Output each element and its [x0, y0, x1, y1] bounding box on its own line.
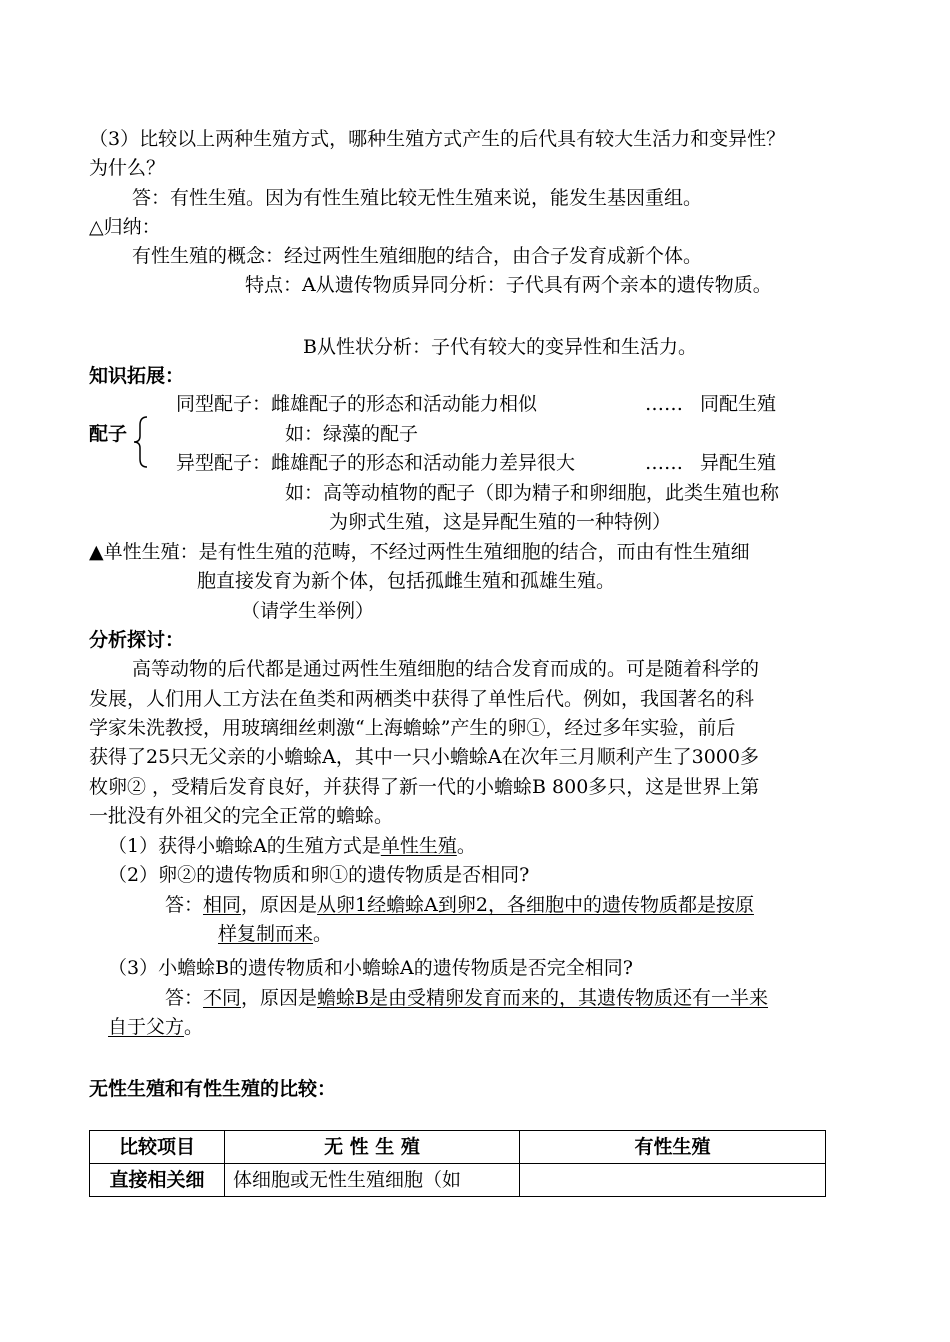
answer-2-end: 。 [313, 923, 333, 945]
isogamete-type: 同配生殖 [700, 393, 777, 415]
summary-heading: △归纳： [89, 216, 161, 238]
anisogamete-dots: …… [645, 452, 683, 474]
question-1-text: （1）获得小蟾蜍A的生殖方式是 [108, 835, 381, 857]
answer-2-reason-2: 样复制而来 [218, 923, 314, 945]
comparison-heading: 无性生殖和有性生殖的比较： [89, 1078, 337, 1100]
answer-3-prefix: 答： [165, 987, 204, 1009]
parthenogenesis-line2: 胞直接发育为新个体，包括孤雌生殖和孤雄生殖。 [197, 570, 616, 592]
anisogamete-example-1: 如：高等动植物的配子（即为精子和卵细胞，此类生殖也称 [285, 482, 780, 504]
analysis-heading: 分析探讨： [89, 629, 185, 651]
answer-2-mid: ，原因是 [241, 894, 318, 916]
answer-3-answer: 不同 [203, 987, 242, 1009]
isogamete-example: 如：绿藻的配子 [285, 423, 419, 445]
analysis-paragraph-line5: 枚卵② ，受精后发育良好，并获得了新一代的小蟾蜍B 800多只，这是世界上第 [89, 776, 760, 798]
anisogamete-type: 异配生殖 [700, 452, 777, 474]
anisogamete-definition: 异型配子：雌雄配子的形态和活动能力差异很大 [176, 452, 576, 474]
row1-sexual [520, 1164, 826, 1197]
answer-3-reason-1: 蟾蜍B是由受精卵发育而来的，其遗传物质还有一半来 [317, 987, 769, 1009]
answer-2-prefix: 答： [165, 894, 204, 916]
summary-feature-b: B从性状分析：子代有较大的变异性和生活力。 [303, 336, 697, 358]
summary-feature-a: 特点：A从遗传物质异同分析：子代具有两个亲本的遗传物质。 [245, 274, 772, 296]
answer-2-answer: 相同 [203, 894, 242, 916]
left-brace-icon [133, 416, 149, 468]
row1-asexual: 体细胞或无性生殖细胞（如 [225, 1164, 520, 1197]
answer-3-reason-2: 自于父方 [108, 1016, 185, 1038]
analysis-paragraph-line1: 高等动物的后代都是通过两性生殖细胞的结合发育而成的。可是随着科学的 [132, 658, 760, 680]
answer-3-line1 [165, 986, 768, 1010]
answer-2-reason-1: 从卵1经蟾蜍A到卵2，各细胞中的遗传物质都是按原 [317, 894, 754, 916]
answer-3-end: 。 [184, 1016, 204, 1038]
header-item: 比较项目 [90, 1131, 225, 1164]
answer-2-line1 [165, 893, 754, 917]
answer-3-mid: ，原因是 [241, 987, 318, 1009]
row1-item: 直接相关细 [90, 1164, 225, 1197]
q3-line1: （3）比较以上两种生殖方式，哪种生殖方式产生的后代具有较大生活力和变异性？ [89, 128, 786, 150]
question-2: （2）卵②的遗传物质和卵①的遗传物质是否相同? [108, 864, 530, 886]
question-1 [108, 834, 476, 858]
parthenogenesis-line1: ▲单性生殖：是有性生殖的范畴，不经过两性生殖细胞的结合，而由有性生殖细 [89, 541, 750, 563]
comparison-table [89, 1130, 826, 1197]
analysis-paragraph-line6: 一批没有外祖父的完全正常的蟾蜍。 [89, 805, 394, 827]
isogamete-definition: 同型配子：雌雄配子的形态和活动能力相似 [176, 393, 538, 415]
isogamete-dots: …… [645, 393, 683, 415]
answer-3-line2 [108, 1015, 203, 1039]
q3-answer: 答：有性生殖。因为有性生殖比较无性生殖来说，能发生基因重组。 [132, 187, 703, 209]
anisogamete-example-2: 为卵式生殖，这是异配生殖的一种特例） [329, 511, 672, 533]
extension-heading: 知识拓展： [89, 365, 185, 387]
analysis-paragraph-line3: 学家朱洗教授，用玻璃细丝刺激“上海蟾蜍”产生的卵①，经过多年实验，前后 [89, 717, 736, 739]
question-1-end: 。 [456, 835, 476, 857]
gamete-label: 配子 [89, 423, 128, 445]
header-sexual: 有性生殖 [520, 1131, 826, 1164]
analysis-paragraph-line4: 获得了25只无父亲的小蟾蜍A，其中一只小蟾蜍A在次年三月顺利产生了3000多 [89, 746, 759, 768]
table-header-row [90, 1131, 826, 1164]
header-asexual: 无 性 生 殖 [225, 1131, 520, 1164]
answer-2-line2 [218, 922, 332, 946]
analysis-paragraph-line2: 发展，人们用人工方法在鱼类和两栖类中获得了单性后代。例如，我国著名的科 [89, 688, 755, 710]
question-3: （3）小蟾蜍B的遗传物质和小蟾蜍A的遗传物质是否完全相同? [108, 957, 633, 979]
parthenogenesis-line3: （请学生举例） [241, 600, 375, 622]
table-row [90, 1164, 826, 1197]
summary-concept: 有性生殖的概念：经过两性生殖细胞的结合，由合子发育成新个体。 [132, 245, 703, 267]
q3-line2: 为什么？ [89, 157, 166, 179]
question-1-answer: 单性生殖 [380, 835, 457, 857]
